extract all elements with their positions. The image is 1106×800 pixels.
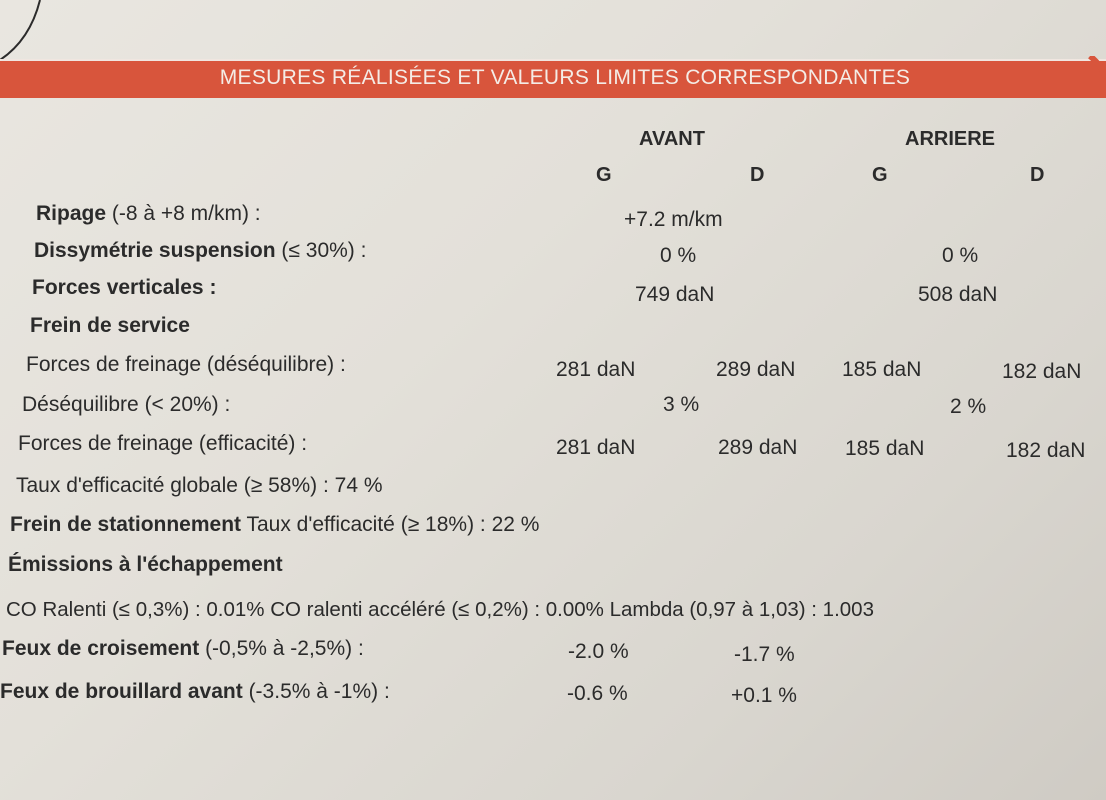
feux-croisement-g: -2.0 % <box>568 640 629 663</box>
row-taux-global: Taux d'efficacité globale (≥ 58%) : 74 % <box>16 474 383 497</box>
row-frein-stationnement: Frein de stationnement Taux d'efficacité (≥ 18%) : 22 % <box>10 513 540 536</box>
row-frein-service-label: Frein de service <box>30 314 190 337</box>
freinage-deseq-avant-d: 289 daN <box>716 358 796 381</box>
forces-verticales-avant: 749 daN <box>635 283 715 306</box>
column-arriere: ARRIERE <box>905 128 996 150</box>
desequilibre-arriere: 2 % <box>950 395 987 418</box>
row-ripage-label: Ripage (-8 à +8 m/km) : <box>36 202 261 225</box>
row-feux-brouillard-label: Feux de brouillard avant (-3.5% à -1%) : <box>0 680 390 703</box>
column-arriere-d: D <box>1030 164 1045 186</box>
column-avant-d: D <box>750 164 765 186</box>
freinage-deseq-arriere-g: 185 daN <box>842 358 922 381</box>
freinage-deseq-arriere-d: 182 daN <box>1002 360 1082 383</box>
row-co-values: CO Ralenti (≤ 0,3%) : 0.01% CO ralenti accéléré (≤ 0,2%) : 0.00% Lambda (0,97 à 1,03) : 1.003 <box>6 598 874 621</box>
ripage-value: +7.2 m/km <box>624 208 723 231</box>
feux-croisement-d: -1.7 % <box>734 643 795 666</box>
desequilibre-avant: 3 % <box>663 393 700 416</box>
section-title: MESURES RÉALISÉES ET VALEURS LIMITES CORRESPONDANTES <box>219 66 911 89</box>
row-feux-croisement-label: Feux de croisement (-0,5% à -2,5%) : <box>2 637 364 660</box>
column-avant-g: G <box>596 164 612 186</box>
freinage-eff-avant-d: 289 daN <box>718 436 798 459</box>
forces-verticales-arriere: 508 daN <box>918 283 998 306</box>
column-arriere-g: G <box>872 164 888 186</box>
row-freinage-eff-label: Forces de freinage (efficacité) : <box>18 432 308 455</box>
dissymetrie-arriere: 0 % <box>942 244 979 267</box>
row-dissymetrie-label: Dissymétrie suspension (≤ 30%) : <box>34 239 367 262</box>
row-desequilibre-label: Déséquilibre (< 20%) : <box>22 393 231 416</box>
freinage-eff-arriere-g: 185 daN <box>845 437 925 460</box>
feux-brouillard-d: +0.1 % <box>731 684 797 707</box>
row-emissions-label: Émissions à l'échappement <box>8 553 283 576</box>
row-forces-verticales-label: Forces verticales : <box>32 276 217 299</box>
dissymetrie-avant: 0 % <box>660 244 697 267</box>
column-avant: AVANT <box>639 128 705 150</box>
freinage-deseq-avant-g: 281 daN <box>556 358 636 381</box>
row-freinage-deseq-label: Forces de freinage (déséquilibre) : <box>26 353 346 376</box>
freinage-eff-avant-g: 281 daN <box>556 436 636 459</box>
feux-brouillard-g: -0.6 % <box>567 682 628 705</box>
freinage-eff-arriere-d: 182 daN <box>1006 439 1086 462</box>
